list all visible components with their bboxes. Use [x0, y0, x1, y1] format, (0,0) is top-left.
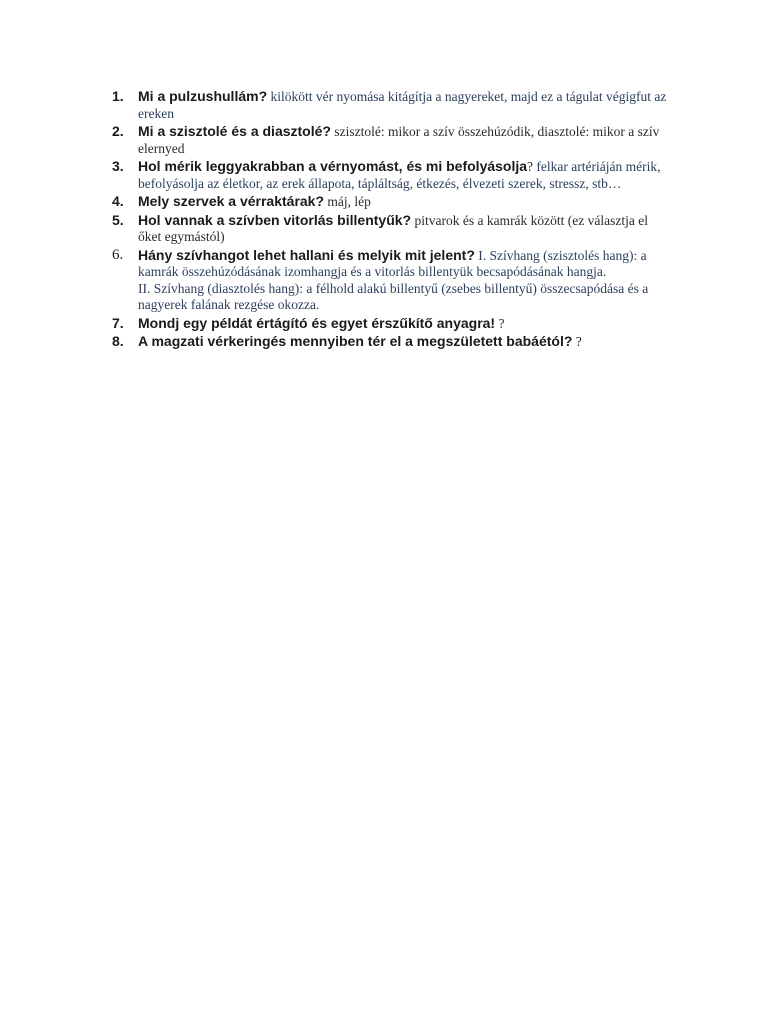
item-number: 7.	[112, 314, 124, 331]
answer-text: pitvarok és a kamrák között (ez választja el őket egymástól)	[138, 212, 648, 244]
answer-text: szisztolé: mikor a szív összehúzódik, diasztolé: mikor a szív elernyed	[138, 124, 660, 156]
list-item	[112, 247, 672, 314]
answer-text-continued: II. Szívhang (diasztolés hang): a félhold alakú billentyű (zsebes billentyű) összecsapódása és a nagyerek falának rezgése okozza.	[138, 280, 649, 312]
item-number: 1.	[112, 88, 124, 104]
list-item	[112, 88, 672, 122]
question-text: Mely szervek a vérraktárak?	[138, 193, 325, 209]
list-item	[112, 193, 672, 211]
answer-text: I. Szívhang (szisztolés hang): a kamrák összehúzódásának izomhangja és a vitorlás billentyük becsapódásának hangja.	[138, 247, 647, 279]
answer-text: ?	[495, 315, 505, 331]
list-item	[112, 158, 672, 192]
list-item	[112, 212, 672, 246]
item-number: 4.	[112, 193, 124, 209]
question-text: Mondj egy példát értágító és egyet érszűkítő anyagra!	[138, 314, 496, 331]
question-text: Mi a szisztolé és a diasztolé?	[138, 123, 331, 139]
list-item	[112, 123, 672, 157]
question-text: Mi a pulzushullám?	[138, 88, 268, 104]
item-number: 3.	[112, 158, 124, 174]
question-text: Hány szívhangot lehet hallani és melyik mit jelent?	[138, 246, 475, 263]
answer-text: kilökött vér nyomása kitágítja a nagyereket, majd ez a tágulat végigfut az ereken	[138, 89, 667, 121]
answer-text: máj, lép	[324, 194, 371, 209]
item-number: 5.	[112, 211, 124, 228]
question-text: A magzati vérkeringés mennyiben tér el a megszületett babáétól?	[138, 333, 573, 349]
answer-text: felkar artériáján mérik, befolyásolja az életkor, az erek állapota, tápláltság, étkezés, élvezeti szerek, stressz, stb…	[138, 159, 661, 191]
question-text: Hol mérik leggyakrabban a vérnyomást, és mi befolyásolja	[138, 158, 528, 174]
answer-text: ?	[572, 334, 582, 349]
question-text: Hol vannak a szívben vitorlás billentyűk?	[138, 211, 412, 228]
item-number: 6.	[112, 246, 124, 263]
question-list	[112, 88, 672, 352]
list-item	[112, 333, 672, 351]
item-number: 8.	[112, 333, 124, 349]
list-item	[112, 315, 672, 333]
question-mark: ?	[527, 159, 534, 174]
item-number: 2.	[112, 123, 124, 139]
